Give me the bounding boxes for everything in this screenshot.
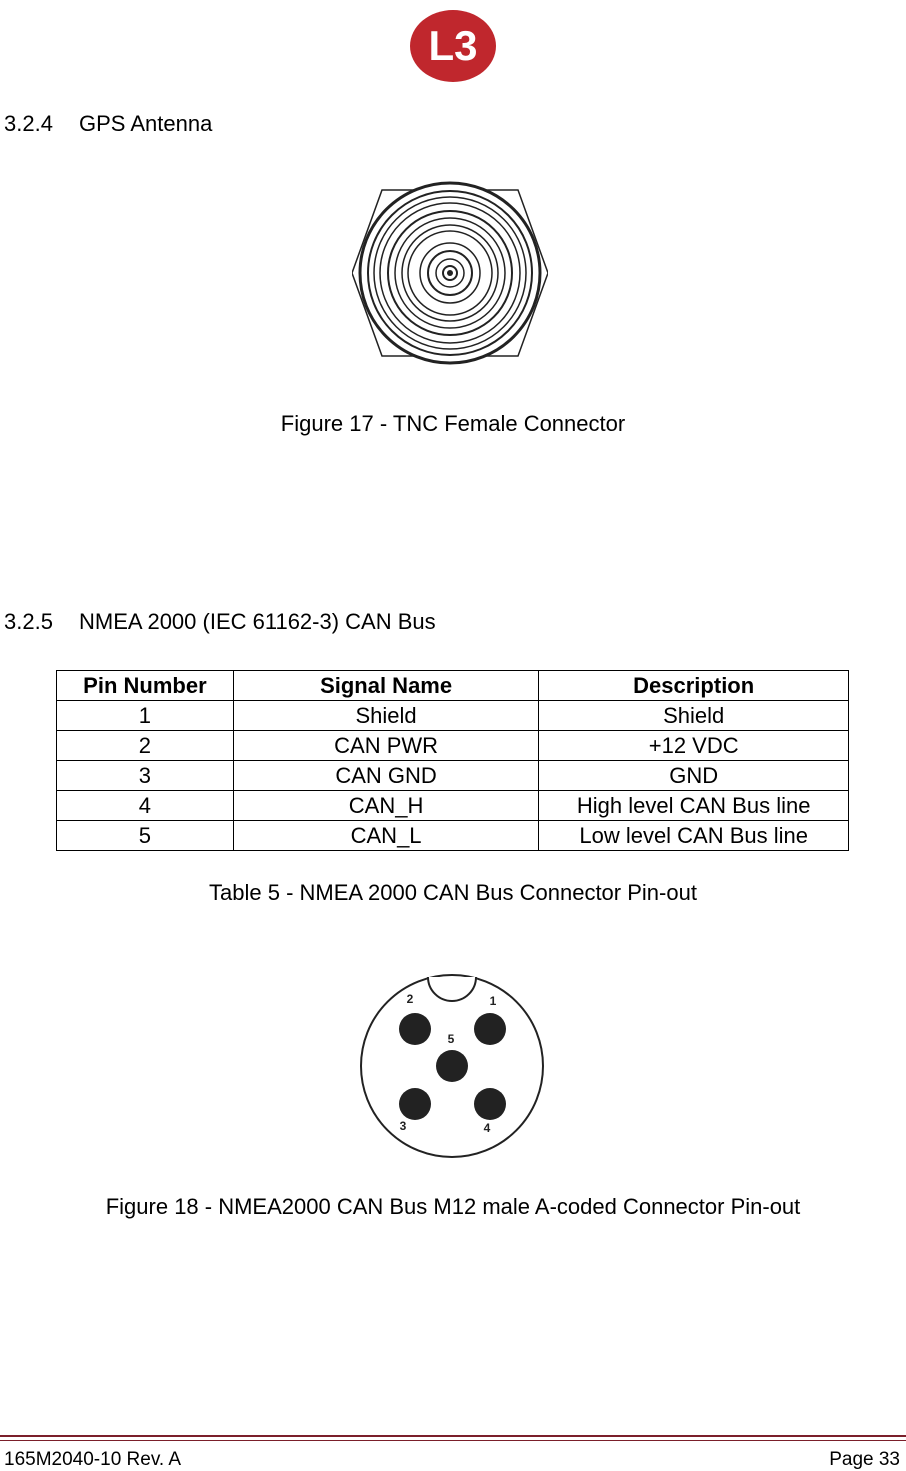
description-cell: +12 VDC	[539, 731, 849, 761]
pin-number-cell: 1	[57, 701, 234, 731]
pin-4	[474, 1088, 506, 1120]
signal-name-cell: Shield	[233, 701, 539, 731]
keying-notch	[428, 977, 476, 1001]
section-heading-can	[4, 609, 436, 635]
m12-connector-figure	[358, 973, 546, 1159]
table-row	[57, 701, 849, 731]
section-number: 3.2.4	[4, 111, 53, 136]
l3-logo	[410, 10, 496, 82]
description-cell: GND	[539, 761, 849, 791]
table5-caption: Table 5 - NMEA 2000 CAN Bus Connector Pin-out	[209, 880, 697, 905]
description-cell: Low level CAN Bus line	[539, 821, 849, 851]
pin-number-cell: 3	[57, 761, 234, 791]
pin-label-1: 1	[489, 994, 497, 1008]
signal-name-cell: CAN_L	[233, 821, 539, 851]
signal-name-cell: CAN GND	[233, 761, 539, 791]
footer-doc-id: 165M2040-10 Rev. A	[4, 1449, 182, 1470]
pin-label-2: 2	[406, 992, 414, 1006]
table-header-row	[57, 671, 849, 701]
section-title: GPS Antenna	[79, 111, 213, 136]
description-cell: High level CAN Bus line	[539, 791, 849, 821]
table-row	[57, 761, 849, 791]
description-cell: Shield	[539, 701, 849, 731]
pin-1	[474, 1013, 506, 1045]
table-row	[57, 821, 849, 851]
pin-label-3: 3	[399, 1119, 407, 1133]
header-pin-number: Pin Number	[57, 671, 234, 701]
footer-rule-thin	[0, 1440, 906, 1441]
header-signal-name: Signal Name	[233, 671, 539, 701]
pin-label-4: 4	[483, 1121, 491, 1135]
footer-page-number: Page 33	[829, 1449, 900, 1470]
tnc-connector-figure	[352, 178, 548, 368]
table-row	[57, 791, 849, 821]
pinout-table	[56, 670, 849, 851]
signal-name-cell: CAN_H	[233, 791, 539, 821]
header-description: Description	[539, 671, 849, 701]
section-heading-gps	[4, 111, 212, 137]
pin-5	[436, 1050, 468, 1082]
section-number: 3.2.5	[4, 609, 53, 634]
footer-rule	[0, 1435, 906, 1437]
pin-number-cell: 5	[57, 821, 234, 851]
signal-name-cell: CAN PWR	[233, 731, 539, 761]
section-title: NMEA 2000 (IEC 61162-3) CAN Bus	[79, 609, 436, 634]
pin-2	[399, 1013, 431, 1045]
pin-number-cell: 2	[57, 731, 234, 761]
figure18-caption: Figure 18 - NMEA2000 CAN Bus M12 male A-coded Connector Pin-out	[105, 1194, 801, 1219]
logo-text: L3	[428, 22, 478, 69]
table-row	[57, 731, 849, 761]
pin-3	[399, 1088, 431, 1120]
pin-label-5: 5	[447, 1032, 455, 1046]
figure17-caption: Figure 17 - TNC Female Connector	[280, 411, 626, 436]
pin-number-cell: 4	[57, 791, 234, 821]
